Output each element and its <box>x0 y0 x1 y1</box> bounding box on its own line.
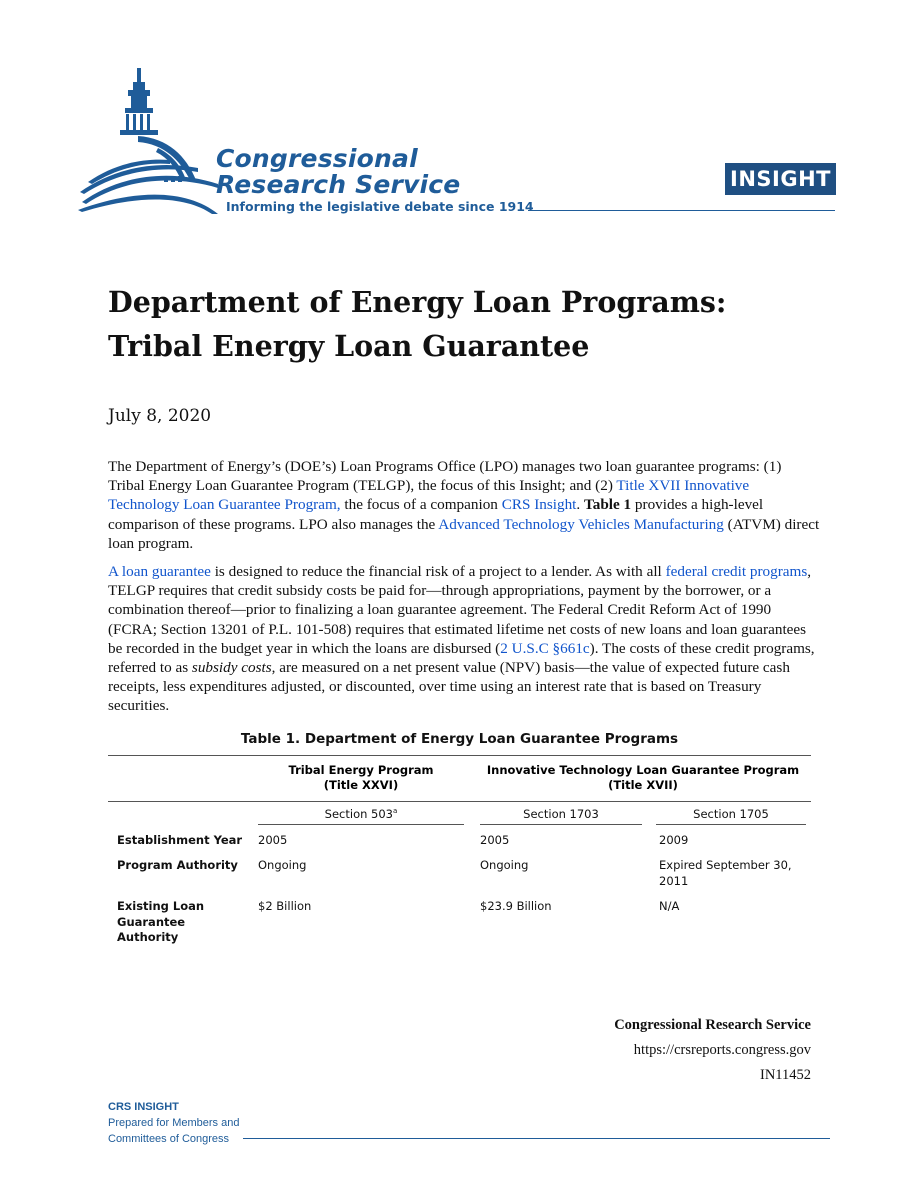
title-line-1: Department of Energy Loan Programs: <box>108 285 727 319</box>
prepared-for-line: Prepared for Members and <box>108 1117 240 1129</box>
section-header-1705: Section 1705 <box>693 807 769 821</box>
italic-term: subsidy costs <box>191 659 272 677</box>
section-header-1703: Section 1703 <box>523 807 599 821</box>
group-header-line: (Title XVII) <box>608 778 678 792</box>
group-header-line: Tribal Energy Program <box>288 763 434 777</box>
row-label-establishment-year: Establishment Year <box>117 833 243 847</box>
group-header-line: (Title XXVI) <box>323 778 399 792</box>
table-cell: $23.9 Billion <box>480 899 552 913</box>
section-underline <box>656 824 806 825</box>
publication-date: July 8, 2020 <box>108 406 212 426</box>
text-run: (ATVM) direct loan program. <box>108 515 820 552</box>
text-run: the focus of a companion <box>340 496 502 514</box>
table-group-header-innovative <box>476 763 810 793</box>
group-header-line: Innovative Technology Loan Guarantee Program <box>486 763 800 777</box>
federal-credit-programs-link[interactable]: federal credit programs <box>665 563 808 580</box>
section-underline <box>258 824 464 825</box>
section-header-503 <box>258 807 464 821</box>
footer-url[interactable]: https://crsreports.congress.gov <box>633 1042 811 1058</box>
text-run: is designed to reduce the financial risk of a project to a lender. As with all <box>210 563 666 580</box>
footnote-marker: a <box>393 807 398 816</box>
crs-contact-block <box>614 1013 811 1088</box>
table-cell: 2005 <box>480 833 510 847</box>
loan-guarantee-paragraph <box>108 562 820 716</box>
text-run: provides a high-level comparison of these programs. LPO also manages the <box>108 496 764 533</box>
intro-paragraph <box>108 457 820 553</box>
brand-tagline: Informing the legislative debate since 1914 <box>226 199 534 214</box>
insight-badge: INSIGHT <box>725 163 836 195</box>
page-title <box>108 280 828 368</box>
header-divider <box>528 210 835 211</box>
table-header-rule <box>108 801 811 802</box>
text-run: , are measured on a net present value (NPV) basis—the value of expected future cash receipts, less expenditures adjusted, or discounted, over time using an interest rate that is based on Treasury securities. <box>108 659 790 715</box>
table-cell: N/A <box>659 899 680 913</box>
section-label: Section 503 <box>324 807 394 821</box>
footer-report-id: IN11452 <box>759 1067 811 1083</box>
title-line-2: Tribal Energy Loan Guarantee <box>108 329 590 363</box>
table-top-rule <box>108 755 811 756</box>
usc-citation-link[interactable]: 2 U.S.C §661c <box>500 639 590 657</box>
table-cell: 2005 <box>258 833 288 847</box>
row-label-program-authority: Program Authority <box>117 858 238 872</box>
crs-insight-footer <box>108 1099 239 1147</box>
table-cell: $2 Billion <box>258 899 312 913</box>
table-cell: Ongoing <box>258 858 307 872</box>
table-cell: 2009 <box>659 833 689 847</box>
row-label-existing-authority: Existing Loan Guarantee Authority <box>117 899 205 944</box>
section-underline <box>480 824 642 825</box>
table-reference: Table 1 <box>583 496 632 514</box>
prepared-for-line: Committees of Congress <box>108 1133 230 1145</box>
brand-name-line-1: Congressional <box>216 144 418 173</box>
title-xvii-link[interactable]: Title XVII Innovative Technology Loan Guarantee Program, <box>108 477 750 514</box>
footer-org-name: Congressional Research Service <box>614 1017 811 1033</box>
text-run: , TELGP requires that credit subsidy costs be paid for—through appropriations, payment by the borrower, or a combination thereof—prior to finalizing a loan guarantee agreement. The Federal Credit Reform Act of 1990 (FCRA; Section 13201 of P.L. 101-508) requires that estimated lifetime net costs of new loans and loan guarantees be recorded in the budget year in which the loans are disbursed ( <box>108 563 812 657</box>
crs-insight-label: CRS INSIGHT <box>108 1101 179 1113</box>
text-run: The Department of Energy’s (DOE’s) Loan Programs Office (LPO) manages two loan guarantee programs: (1) Tribal Energy Loan Guarantee Program (TELGP), the focus of this Insight; and (2) <box>108 458 782 495</box>
footer-divider <box>243 1138 830 1139</box>
text-run: ). The costs of these credit programs, referred to as <box>108 639 815 677</box>
brand-name-line-2: Research Service <box>216 170 461 199</box>
table-cell: Expired September 30, 2011 <box>659 858 792 888</box>
table-group-header-tribal <box>258 763 464 793</box>
crs-insight-link[interactable]: CRS Insight <box>501 496 577 514</box>
atvm-link[interactable]: Advanced Technology Vehicles Manufacturing <box>438 515 724 533</box>
loan-guarantee-link[interactable]: A loan guarantee <box>108 563 211 580</box>
text-run: . <box>576 496 584 514</box>
table-caption: Table 1. Department of Energy Loan Guarantee Programs <box>240 731 679 747</box>
table-cell: Ongoing <box>480 858 529 872</box>
